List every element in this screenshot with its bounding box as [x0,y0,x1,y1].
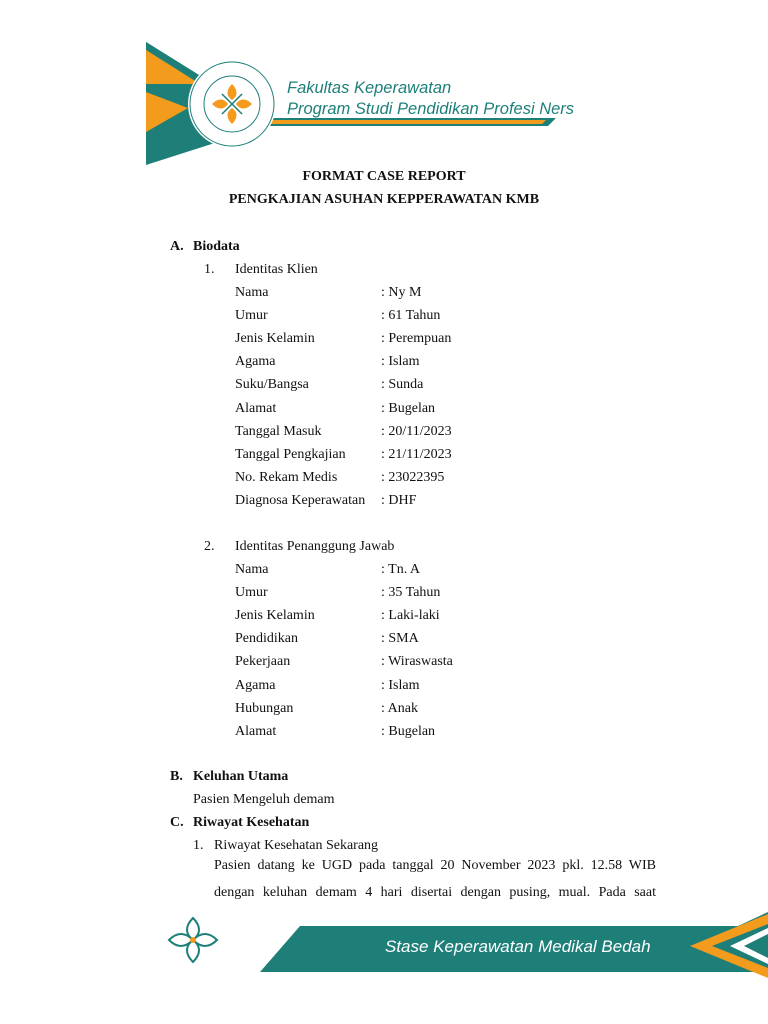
section-b-heading: Keluhan Utama [193,769,289,784]
field-label: Alamat [235,723,277,739]
riwayat-sub-number: 1. [193,838,204,853]
field-value: : Wiraswasta [381,654,453,670]
penanggung-number: 2. [204,539,215,554]
field-label: Pendidikan [235,631,298,647]
klien-number: 1. [204,262,215,277]
field-label: Jenis Kelamin [235,608,315,624]
riwayat-sub-heading: Riwayat Kesehatan Sekarang [214,838,379,853]
field-value: : Bugelan [381,400,436,416]
field-label: Alamat [235,400,277,416]
section-a-heading: Biodata [193,239,240,254]
university-logo [186,58,278,150]
field-label: Diagnosa Keperawatan [235,492,366,508]
field-value: : 23022395 [381,469,445,485]
penanggung-heading: Identitas Penanggung Jawab [235,539,395,554]
field-label: Jenis Kelamin [235,331,315,347]
field-value: : Islam [381,677,420,693]
field-value: : 61 Tahun [381,308,441,324]
field-label: Tanggal Pengkajian [235,446,346,462]
keluhan-text: Pasien Mengeluh demam [193,792,335,807]
field-value: : Tn. A [381,562,421,577]
header-faculty-text [287,78,574,120]
riwayat-paragraph-line-1: Pasien datang ke UGD pada tanggal 20 November 2023 pkl. 12.58 WIB [214,858,656,873]
field-value: : Anak [381,700,418,716]
section-b-letter: B. [170,769,183,784]
footer-logo-icon [169,918,217,962]
field-label: No. Rekam Medis [235,469,338,485]
faculty-name: Fakultas Keperawatan [287,79,452,97]
field-value: : Ny M [381,285,422,300]
field-value: : Bugelan [381,723,436,739]
section-a-letter: A. [170,239,184,254]
field-value: : Sunda [381,377,424,393]
field-value: : 20/11/2023 [381,423,452,439]
document-title: FORMAT CASE REPORT [302,169,466,184]
field-label: Nama [235,562,269,577]
field-label: Umur [235,585,268,601]
document-subtitle: PENGKAJIAN ASUHAN KEPPERAWATAN KMB [228,192,540,207]
field-value: : Laki-laki [381,608,440,624]
field-label: Hubungan [235,700,294,716]
field-label: Agama [235,677,276,693]
riwayat-paragraph-line-2: dengan keluhan demam 4 hari disertai dengan pusing, mual. Pada saat [214,885,656,900]
field-value: : DHF [381,492,417,508]
field-label: Umur [235,308,268,324]
field-label: Tanggal Masuk [235,423,322,439]
footer-stase-text: Stase Keperawatan Medikal Bedah [385,937,651,956]
field-value: : SMA [381,631,419,647]
field-label: Suku/Bangsa [235,377,309,393]
program-name: Program Studi Pendidikan Profesi Ners [287,100,575,118]
field-label: Agama [235,354,276,370]
field-value: : Perempuan [381,331,452,347]
section-c-heading: Riwayat Kesehatan [193,815,310,830]
klien-heading: Identitas Klien [235,262,318,277]
field-label: Nama [235,285,269,300]
field-value: : 35 Tahun [381,585,441,601]
section-c-letter: C. [170,815,184,830]
field-value: : 21/11/2023 [381,446,452,462]
field-label: Pekerjaan [235,654,291,670]
footer-banner-graphic [0,900,768,1000]
field-value: : Islam [381,354,420,370]
